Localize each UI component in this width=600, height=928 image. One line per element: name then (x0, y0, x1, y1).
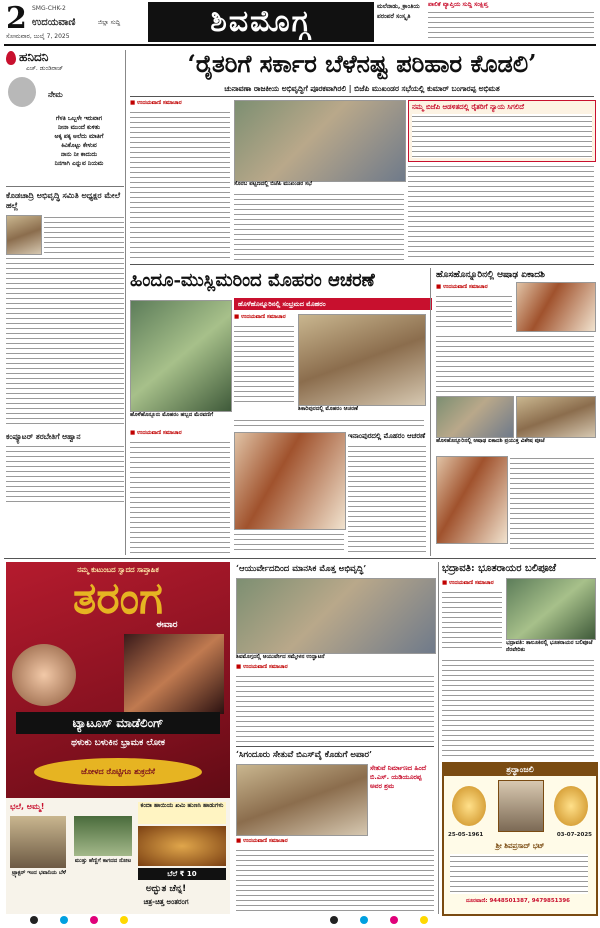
top-brief-text (428, 10, 594, 40)
right-headline: ಹೊಸಹೊನ್ನೂರಿನಲ್ಲಿ ಆಷಾಢ ಏಕಾದಶಿ (436, 270, 545, 280)
story4-headline: ‘ಆಯುರ್ವೇದದಿಂದ ಮಾನಸಿಕ ಮೊತ್ತ ಅಭಿವೃದ್ಧಿ’ (236, 564, 367, 574)
right-text (510, 456, 594, 552)
column-rule (125, 50, 126, 555)
story5-text (236, 848, 434, 914)
poem-line: ಅಕ್ಕ ಪಕ್ಕ ಅಲೆದು ಮಾತಿಗೆ (54, 133, 104, 140)
moharram-photo (234, 432, 346, 530)
column-author: ಎಚ್. ಡುಂಡಿರಾಜ್ (26, 65, 64, 72)
poem-body (36, 114, 122, 168)
top-brief (428, 2, 594, 40)
obituary-date-birth: 25-05-1961 (448, 832, 484, 838)
moharram-caption: ಹೊಳೆಹೊನ್ನೂರು ಮೊಹರಂ ಹಬ್ಬದ ಮೆರವಣಿಗೆ (130, 412, 214, 418)
ad-tag: ಜೋಳದ ರೊಟ್ಟಿಗೂ ಶುಕ್ರದೆಸೆ (34, 758, 202, 786)
lead-byline: ■ ಉದಯವಾಣಿ ಸಮಾಚಾರ (130, 100, 182, 106)
lead-headline: ‘ರೈತರಿಗೆ ಸರ್ಕಾರ ಬೆಳೆನಷ್ಟ ಪರಿಹಾರ ಕೊಡಲಿ’ (187, 49, 537, 78)
poem-line: ನಾನು ನೀ ಕಾದುದು (60, 151, 98, 158)
story-text (6, 256, 124, 426)
register-mark (420, 916, 428, 924)
ad-bottom-sub: ಚಿತ್ರ-ಚಿತ್ತ ಅಂತರಂಗ (143, 898, 189, 906)
side-box-text (412, 114, 592, 158)
model-photo (124, 634, 224, 714)
story4-photo (236, 578, 436, 654)
ekadashi-caption: ಹೊಸಹೊನ್ನೂರಿನಲ್ಲಿ ಆಷಾಢ ಏಕಾದಶಿ ಪ್ರಯುಕ್ತ ವಿಶೇಷ ಪೂಜೆ (436, 438, 545, 444)
lead-caption: ಸೊರಬ ಪಟ್ಟಣದಲ್ಲಿ ಬಿಜೆಪಿ ಮುಖಂಡರ ಸಭೆ (234, 181, 312, 187)
register-mark (390, 916, 398, 924)
ad-thumb (74, 816, 132, 856)
column-rule (430, 268, 431, 556)
price-value: ₹ 10 (179, 870, 197, 878)
right-byline: ■ ಉದಯವಾಣಿ ಸಮಾಚಾರ (436, 284, 488, 290)
story5-photo (236, 764, 368, 836)
lead-text (234, 192, 404, 260)
right-text (436, 294, 512, 330)
story6-byline: ■ ಉದಯವಾಣಿ ಸಮಾಚಾರ (442, 580, 494, 586)
ekadashi-photo (516, 282, 596, 332)
moharram-photo (298, 314, 426, 406)
moharram-photo (130, 300, 232, 412)
ad-mini-caption: ಟ್ರ್ಯಾಕ್ಟರ್ ಇಂದ ಭವಾನಿಯ ಬೆಳೆ (11, 870, 67, 876)
rule (236, 746, 434, 747)
story-text (6, 444, 124, 504)
lamp-icon (554, 786, 588, 826)
ekadashi-photo (516, 396, 596, 438)
divider (6, 186, 124, 187)
obituary-date-death: 03-07-2025 (556, 832, 592, 838)
obituary-title: ಶ್ರದ್ಧಾಂಜಲಿ (444, 764, 596, 776)
drop-icon (6, 51, 16, 65)
left-column (6, 50, 124, 530)
masthead: ಶಿವಮೊಗ್ಗ (148, 2, 374, 42)
taranga-ad (6, 562, 230, 914)
ad-mini-caption: ಮುತ್ತು ಹೆಣ್ಣಿಗೆ ಕಾಗದದ ನೋಟ (74, 858, 132, 864)
story-title: ಕೊಡಚಾದ್ರಿ ಅಭಿವೃದ್ಧಿ ಸಮಿತಿ ಅಧ್ಯಕ್ಷರ ಮೇಲೆ ಹಲ್ಲೆ (6, 191, 121, 210)
rule (130, 96, 594, 97)
obituary-phone: ದೂರವಾಣಿ: 9448501387, 9479851396 (466, 898, 570, 904)
ad-brand: ತರಂಗ (73, 573, 163, 624)
obituary-name: ಶ್ರೀ ಶಿವಪ್ರಸಾದ್ ಭಟ್ (495, 842, 545, 850)
footer-registration-marks (330, 916, 428, 924)
lead-subheadline: ಚುನಾವಣಾ ರಾಜಕೀಯ ಅಭಿವೃದ್ಧಿಗೆ ಪೂರಕವಾಗಿರಲಿ | ಬಿಜೆಪಿ ಮುಖಂಡರ ಸಭೆಯಲ್ಲಿ ಕುಮಾರ್ ಬಂಗಾರಪ್ಪ ಅಭಿಮತ (224, 84, 500, 93)
story6-caption: ಭದ್ರಾವತಿ: ತಾಲೂಕಿನಲ್ಲಿ ಭೂತರಾಯರ ಬಲಿಪೂಜೆ ನೆರವೇರಿತು (506, 640, 593, 653)
obituary-photo (498, 780, 544, 832)
register-mark (360, 916, 368, 924)
register-mark (330, 916, 338, 924)
second-byline: ■ ಉದಯವಾಣಿ ಸಮಾಚಾರ (234, 314, 286, 320)
story6-photo (506, 578, 596, 640)
second-red-tag: ಹೊಳೆಹೊನ್ನೂರಿನಲ್ಲಿ ಸಂಭ್ರಮದ ಮೊಹರಂ (234, 298, 432, 310)
story6-text (442, 590, 502, 652)
obituary-box (442, 762, 598, 916)
register-mark (30, 916, 38, 924)
lead-text (408, 164, 594, 260)
poem-line: ನಿನಗಾಗಿ ಎನ್ನುವ ನಿಯಮ (54, 160, 104, 167)
poem-line: ನೀನಾ ಮುಂದೆ ಕುಳಿತು (57, 124, 101, 131)
ad-thumb (10, 816, 66, 868)
story6-headline: ಭದ್ರಾವತಿ: ಭೂತರಾಯರ ಬಲಿಪೂಜೆ (442, 563, 556, 574)
ad-top-line: ನಮ್ಮ ಕುಟುಂಬದ ಸ್ವಾದದ ಸಾಪ್ತಾಹಿಕ (77, 566, 159, 574)
second-text (348, 444, 426, 554)
second-text (234, 418, 424, 428)
register-mark (120, 916, 128, 924)
register-mark (60, 916, 68, 924)
poem-line: ಕಿವಿಕೊಟ್ಟು ಕೇಳುವ (61, 142, 97, 149)
column-brand: ಹನಿದನಿ (19, 50, 49, 64)
ad-mini-caption: ಕಂದಾ ಹಾಯಿಯ ಖಮಿ ಹುಣಸಿ ಹಾಡುಗಳು (138, 802, 226, 824)
second-headline: ಹಿಂದೂ-ಮುಸ್ಲಿಮರಿಂದ ಮೊಹರಂ ಆಚರಣೆ (130, 270, 375, 291)
ad-brand-sub: ಈವಾರ (156, 620, 178, 630)
column-rule (438, 562, 439, 914)
story5-quote: ಸೇತುವೆ ನಿರ್ಮಾಣದ ಹಿಂದೆ ಬಿ.ಎಸ್. ಯಡಿಯೂರಪ್ಪ ಅವರ ಶ್ರಮ (370, 764, 427, 790)
top-brief-title: ಪಾಲಿಕೆ ವ್ಯಾಪ್ತಿಯ ಸುದ್ದಿ ಸಂಕ್ಷಿಪ್ತ (428, 2, 489, 8)
edition-code: SMG-CHK-2 (32, 5, 66, 12)
lead-side-box (408, 100, 596, 162)
lamp-icon (452, 786, 486, 826)
section-label: ಜಿಲ್ಲಾ ಸುದ್ದಿ (98, 19, 121, 26)
right-text (436, 334, 594, 392)
story4-text (236, 674, 434, 742)
story-photo (6, 215, 42, 255)
ad-thumb (138, 826, 226, 866)
register-mark (90, 916, 98, 924)
second-text (234, 324, 294, 404)
price-label: ಬೆಲೆ (167, 870, 178, 878)
lead-text (130, 110, 230, 260)
ad-bottom-left-title: ಭಲೆ, ಅಮ್ಮ! (10, 802, 45, 811)
second-subheadline: ಇನಾಂಪುರದಲ್ಲಿ ಮೊಹರಂ ಆಚರಣೆ (348, 432, 426, 440)
story-title: ಕಂಪ್ಯೂಟರ್ ತರಬೇತಿಗೆ ಆಹ್ವಾನ (6, 432, 81, 441)
moharram-caption: ಶಿಕಾರಿಪುರದಲ್ಲಿ ಮೊಹರಂ ಆಚರಣೆ (298, 406, 358, 412)
story5-byline: ■ ಉದಯವಾಣಿ ಸಮಾಚಾರ (236, 838, 288, 844)
lead-photo (234, 100, 406, 182)
ad-bottom-title: ಅದ್ಭುತ ಚೆನ್ನ! (145, 884, 187, 894)
second-text (130, 440, 230, 555)
story-text (44, 215, 124, 253)
ad-banner: ಟ್ಯಾಟೂಸ್ ಮಾಡೆಲಿಂಗ್ (16, 712, 220, 734)
page-number: 2 (6, 1, 27, 36)
ekadashi-photo (436, 456, 508, 544)
second-text (234, 532, 344, 554)
story6-text (442, 658, 594, 758)
ad-price (138, 868, 226, 880)
issue-date: ಸೋಮವಾರ, ಜುಲೈ 7, 2025 (6, 33, 70, 40)
ad-banner-sub: ಥಳುಕು ಬಳುಕಿನ ಭ್ರಾಮಕ ಲೋಕ (71, 738, 165, 748)
poem-title: ನೇಮ (48, 90, 63, 99)
rule (4, 558, 596, 559)
story5-headline: ‘ಸಿಗಂದೂರು ಸೇತುವೆ ಬಿಎಸ್‌ವೈ ಕೊಡುಗೆ ಅಪಾರ’ (236, 750, 372, 760)
masthead-tagline: ಮಲೆನಾಡು, ಕ್ರಾಂತಿಯ ಪರಂಪರೆ ಸಂಸ್ಕೃತಿ (377, 3, 420, 20)
rule (130, 264, 594, 265)
story4-byline: ■ ಉದಯವಾಣಿ ಸಮಾಚಾರ (236, 664, 288, 670)
obituary-text (450, 854, 588, 894)
paper-name: ಉದಯವಾಣಿ (32, 17, 76, 28)
second-byline: ■ ಉದಯವಾಣಿ ಸಮಾಚಾರ (130, 430, 182, 436)
footer-registration-marks (30, 916, 128, 924)
model-photo (12, 644, 76, 706)
author-photo (8, 77, 36, 107)
side-box-title: ನಮ್ಮ ಬಿಜೆಪಿ ಆಡಳಿತದಲ್ಲಿ ರೈತರಿಗೆ ನ್ಯಾಯ ಸಿಗಲಿದೆ (412, 103, 525, 111)
poem-line: ಗೆಳತಿ ಒಬ್ಬಳೇ ಇರುವಾಗ (55, 115, 103, 122)
ekadashi-photo (436, 396, 514, 438)
story4-caption: ಶಿವಮೊಗ್ಗದಲ್ಲಿ ಆಯುರ್ವೇದ ಸಮ್ಮೇಳನ ಉದ್ಘಾಟನೆ (236, 654, 325, 660)
